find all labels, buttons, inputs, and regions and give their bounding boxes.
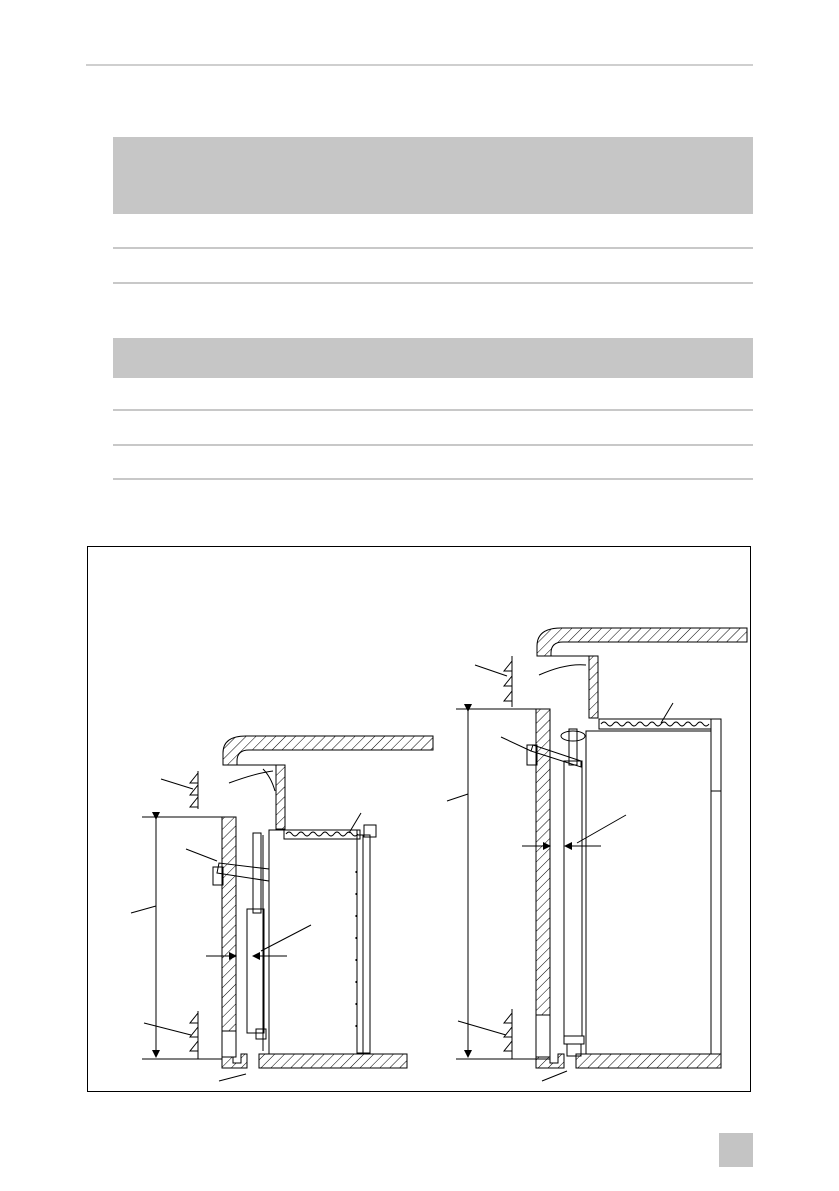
upper-vent-grille-left bbox=[190, 771, 198, 809]
table2-row-rule bbox=[113, 409, 753, 411]
lower-vent-grille-left bbox=[190, 1011, 198, 1059]
lower-vent-grille-right bbox=[504, 1009, 512, 1059]
table2-header bbox=[113, 338, 753, 378]
table2-row-rule bbox=[113, 444, 753, 446]
table2-row-rule bbox=[113, 478, 753, 480]
table1-row-rule bbox=[113, 247, 753, 249]
installation-diagram bbox=[88, 547, 752, 1093]
left-installation bbox=[131, 736, 433, 1081]
installation-figure bbox=[87, 546, 751, 1092]
table1-header bbox=[113, 137, 753, 214]
right-installation bbox=[447, 628, 747, 1081]
header-rule bbox=[86, 64, 753, 66]
upper-vent-grille-right bbox=[504, 656, 512, 707]
page-marker bbox=[719, 1133, 753, 1167]
table1-row-rule bbox=[113, 282, 753, 284]
